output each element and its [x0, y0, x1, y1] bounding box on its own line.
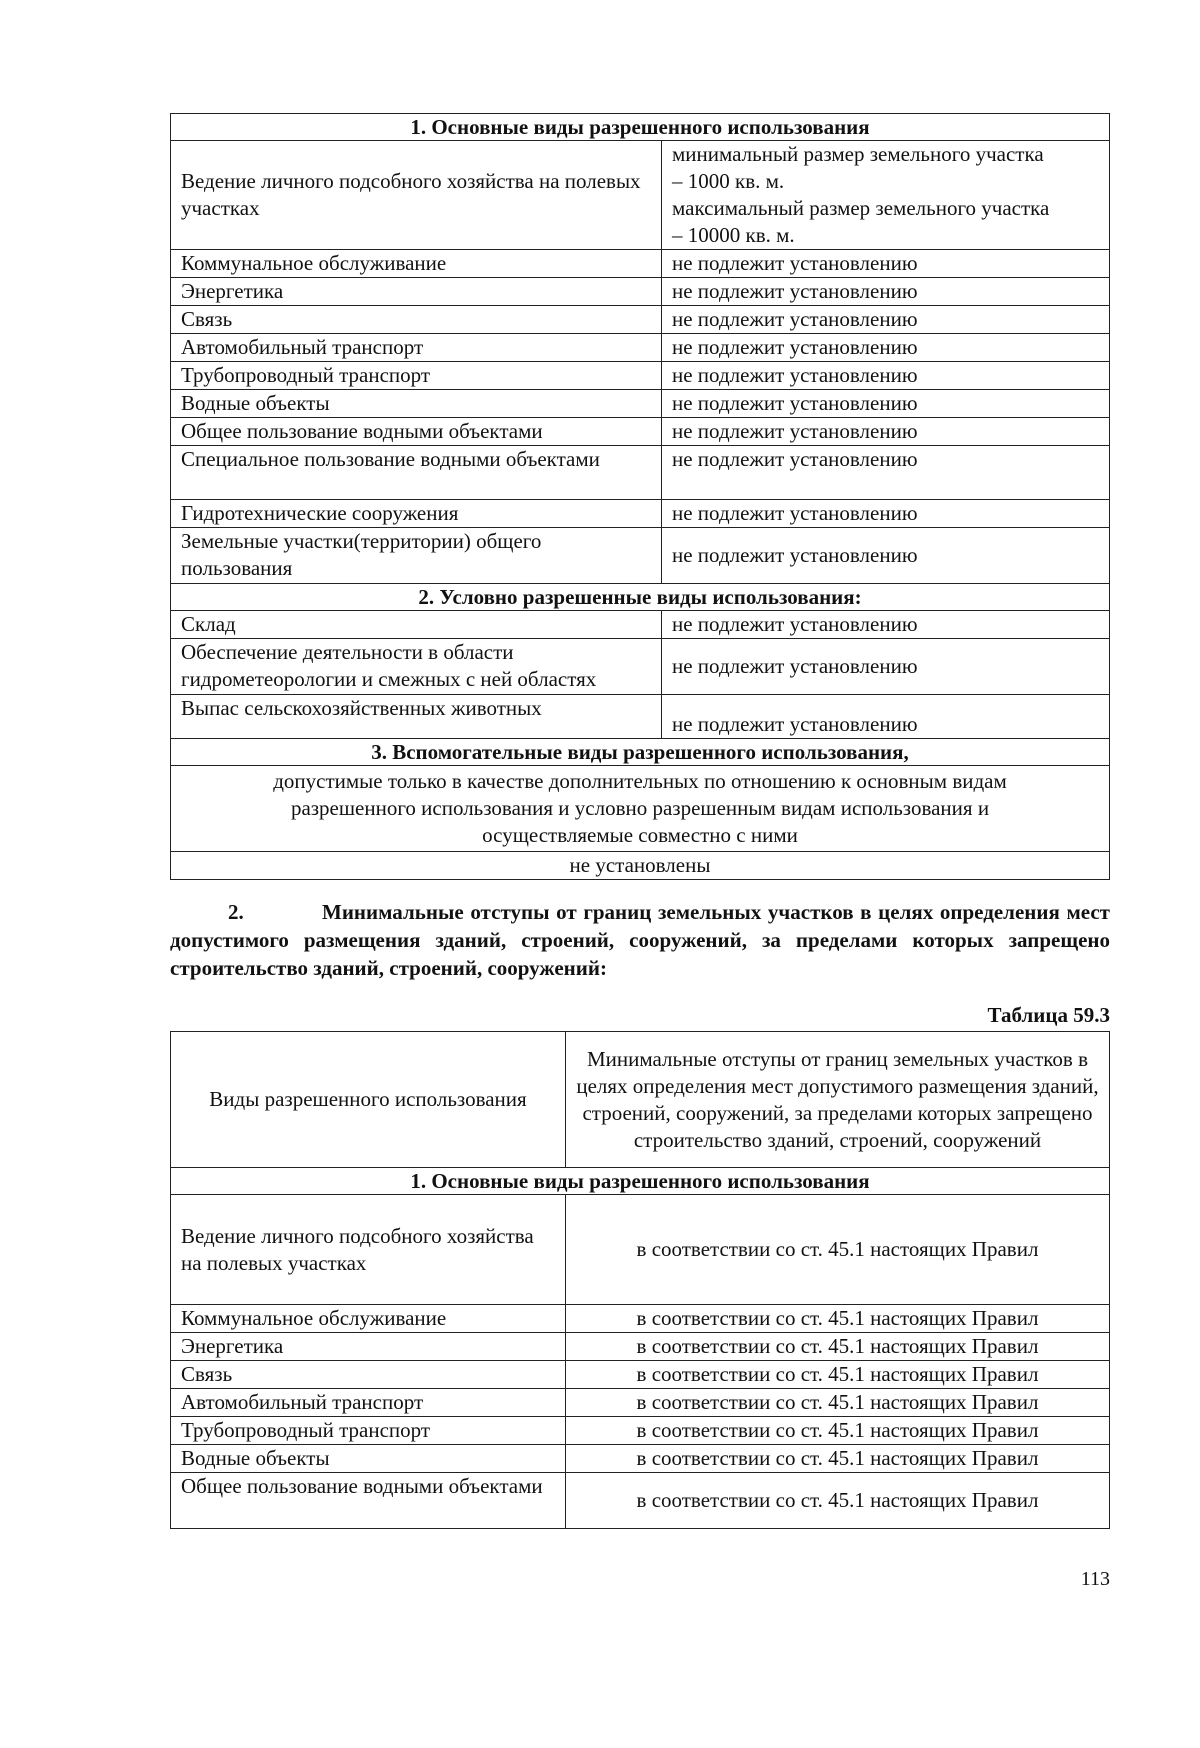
use-name: Земельные участки(территории) общего пользования	[171, 528, 662, 584]
col2-header: Минимальные отступы от границ земельных участков в целях определения мест допустимого размещения зданий, строений, сооружений, за пределами которых запрещено строительство зданий, строений, сооружений	[566, 1032, 1110, 1168]
use-value: не подлежит установлению	[662, 611, 1110, 639]
use-value: не подлежит установлению	[662, 306, 1110, 334]
setback-value: в соответствии со ст. 45.1 настоящих Правил	[566, 1361, 1110, 1389]
permitted-use-table	[170, 113, 1110, 880]
use-name: Склад	[171, 611, 662, 639]
setbacks-table	[170, 1031, 1110, 1529]
setback-value: в соответствии со ст. 45.1 настоящих Правил	[566, 1333, 1110, 1361]
section-heading-conditional: 2. Условно разрешенные виды использования:	[171, 584, 1110, 611]
use-value: не подлежит установлению	[662, 528, 1110, 584]
page-number: 113	[1080, 1568, 1110, 1590]
setback-value: в соответствии со ст. 45.1 настоящих Правил	[566, 1389, 1110, 1417]
col1-header: Виды разрешенного использования	[171, 1032, 566, 1168]
use-name: Обеспечение деятельности в области гидрометеорологии и смежных с ней областях	[171, 639, 662, 695]
section-heading-main: 1. Основные виды разрешенного использования	[171, 1168, 1110, 1195]
value-line: – 1000 кв. м.	[672, 169, 785, 193]
paragraph-text: Минимальные отступы от границ земельных участков в целях определения мест допустимого размещения зданий, строений, сооружений, за пределами которых запрещено строительство зданий, строений, сооружений:	[170, 900, 1110, 980]
use-name: Общее пользование водными объектами	[171, 418, 662, 446]
use-value: не подлежит установлению	[662, 418, 1110, 446]
value-line: – 10000 кв. м.	[672, 223, 795, 247]
use-name: Специальное пользование водными объектами	[171, 446, 662, 500]
auxiliary-value: не установлены	[171, 852, 1110, 880]
table-caption: Таблица 59.3	[987, 1003, 1110, 1027]
use-value: не подлежит установлению	[662, 639, 1110, 695]
use-value	[662, 141, 1110, 250]
use-name: Энергетика	[171, 1333, 566, 1361]
setback-value: в соответствии со ст. 45.1 настоящих Правил	[566, 1195, 1110, 1305]
use-name: Трубопроводный транспорт	[171, 362, 662, 390]
use-value: не подлежит установлению	[662, 334, 1110, 362]
value-line: максимальный размер земельного участка	[672, 196, 1050, 220]
setbacks-paragraph	[170, 898, 1110, 982]
use-value: не подлежит установлению	[662, 250, 1110, 278]
use-name: Гидротехнические сооружения	[171, 500, 662, 528]
value-line: минимальный размер земельного участка	[672, 142, 1044, 166]
use-value: не подлежит установлению	[662, 695, 1110, 739]
use-name: Водные объекты	[171, 390, 662, 418]
setback-value: в соответствии со ст. 45.1 настоящих Правил	[566, 1445, 1110, 1473]
use-name: Водные объекты	[171, 1445, 566, 1473]
setback-value: в соответствии со ст. 45.1 настоящих Правил	[566, 1417, 1110, 1445]
setback-value: в соответствии со ст. 45.1 настоящих Правил	[566, 1305, 1110, 1333]
setback-value: в соответствии со ст. 45.1 настоящих Правил	[566, 1473, 1110, 1529]
use-name: Коммунальное обслуживание	[171, 250, 662, 278]
section-heading-auxiliary: 3. Вспомогательные виды разрешенного использования,	[171, 739, 1110, 766]
use-name: Трубопроводный транспорт	[171, 1417, 566, 1445]
use-name: Автомобильный транспорт	[171, 334, 662, 362]
paragraph-number: 2.	[228, 900, 244, 924]
use-name: Энергетика	[171, 278, 662, 306]
use-name: Выпас сельскохозяйственных животных	[171, 695, 662, 739]
use-value: не подлежит установлению	[662, 500, 1110, 528]
use-name: Связь	[171, 306, 662, 334]
use-name: Автомобильный транспорт	[171, 1389, 566, 1417]
use-value: не подлежит установлению	[662, 278, 1110, 306]
auxiliary-note: допустимые только в качестве дополнительных по отношению к основным видам разрешенного использования и условно разрешенным видам использования и осуществляемые совместно с ними	[171, 766, 1110, 852]
use-name: Коммунальное обслуживание	[171, 1305, 566, 1333]
use-value: не подлежит установлению	[662, 390, 1110, 418]
use-value: не подлежит установлению	[662, 446, 1110, 500]
use-value: не подлежит установлению	[662, 362, 1110, 390]
use-name: Ведение личного подсобного хозяйства на полевых участках	[171, 141, 662, 250]
section-heading-main: 1. Основные виды разрешенного использования	[171, 114, 1110, 141]
use-name: Ведение личного подсобного хозяйства на полевых участках	[171, 1195, 566, 1305]
use-name: Связь	[171, 1361, 566, 1389]
use-name: Общее пользование водными объектами	[171, 1473, 566, 1529]
